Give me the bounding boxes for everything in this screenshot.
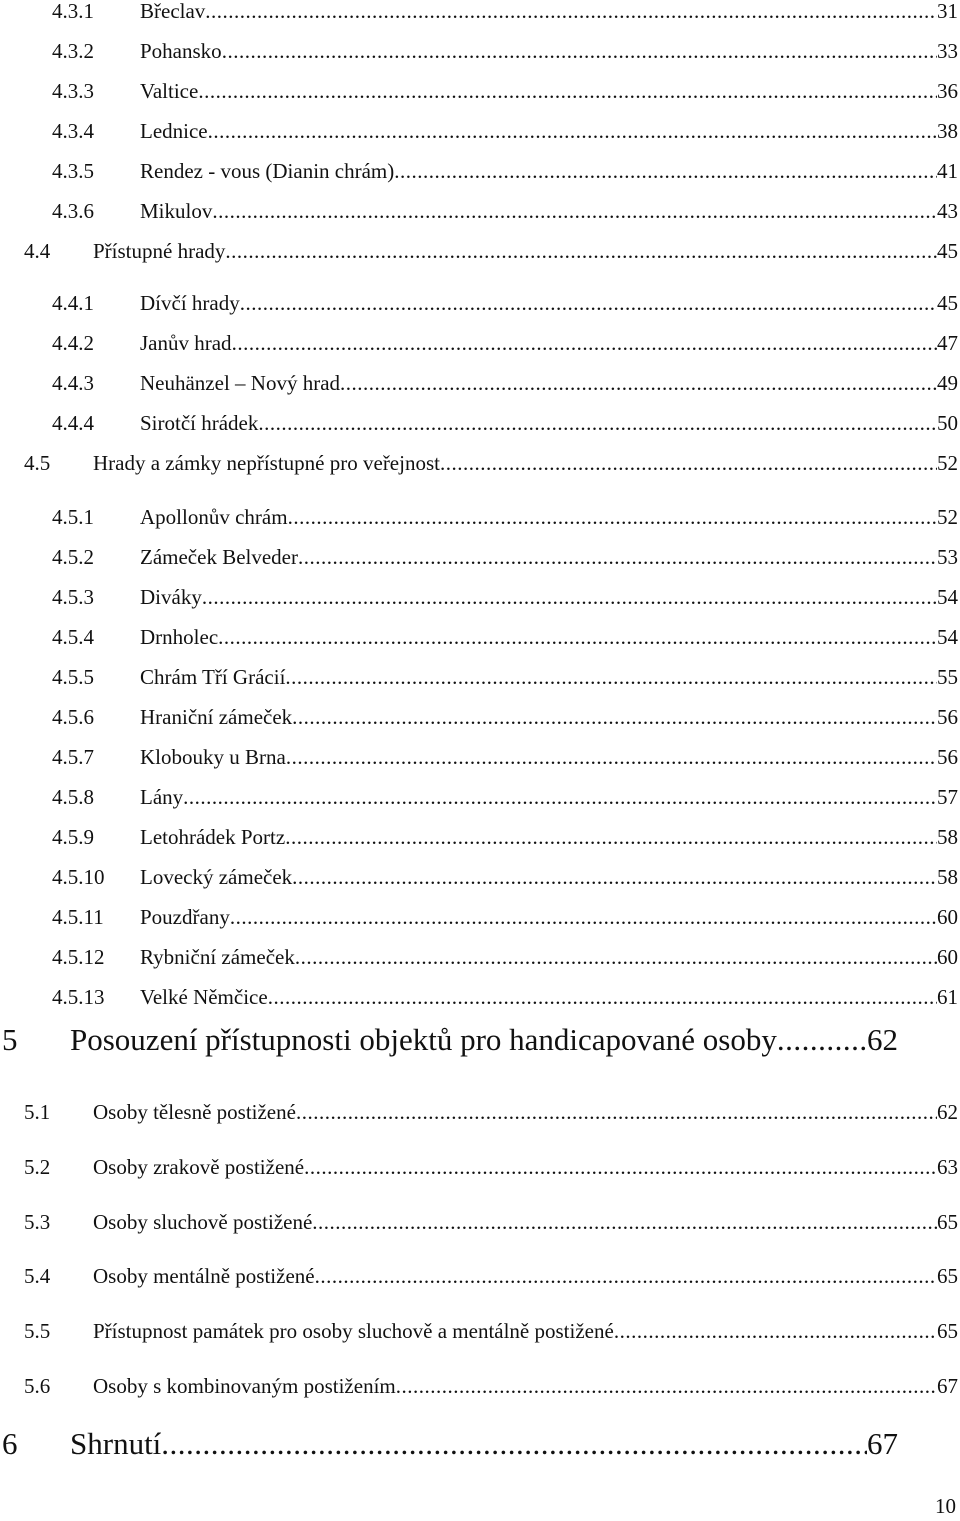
toc-entry[interactable] (52, 370, 958, 396)
toc-title: Lednice (140, 119, 208, 143)
toc-page: 62 (937, 1100, 958, 1124)
dot-leader (286, 744, 937, 770)
toc-entry[interactable] (24, 1263, 958, 1289)
toc-title: Břeclav (140, 0, 206, 23)
dot-leader (292, 704, 937, 730)
dot-leader (161, 1424, 867, 1464)
toc-title: Chrám Tří Grácií (140, 665, 286, 689)
toc-number: 4.5.9 (52, 825, 94, 849)
toc-entry[interactable] (52, 984, 958, 1010)
toc-title: Lovecký zámeček (140, 865, 293, 889)
toc-number: 5.1 (24, 1100, 51, 1124)
toc-page: 63 (937, 1155, 958, 1179)
toc-title: Lány (140, 785, 184, 809)
toc-title: Osoby tělesně postižené (93, 1100, 296, 1124)
toc-entry[interactable] (52, 198, 958, 224)
toc-title: Osoby sluchově postižené (93, 1210, 313, 1234)
toc-page: 54 (937, 625, 958, 649)
toc-entry[interactable] (52, 744, 958, 770)
dot-leader (183, 784, 937, 810)
page-number: 10 (935, 1494, 956, 1518)
toc-title: Přístupnost památek pro osoby sluchově a mentálně postižené (93, 1319, 614, 1343)
toc-page: 57 (937, 785, 958, 809)
toc-page: 61 (937, 985, 958, 1009)
toc-number: 4.3.5 (52, 159, 94, 183)
dot-leader (292, 864, 937, 890)
toc-page: 49 (937, 371, 958, 395)
toc-entry[interactable] (52, 824, 958, 850)
dot-leader (208, 118, 937, 144)
toc-page: 45 (937, 239, 958, 263)
toc-page: 60 (937, 945, 958, 969)
toc-title: Pohansko (140, 39, 222, 63)
toc-entry[interactable] (52, 504, 958, 530)
toc-entry[interactable] (24, 450, 958, 476)
toc-entry[interactable] (52, 864, 958, 890)
toc-page: 31 (937, 0, 958, 23)
dot-leader (394, 158, 937, 184)
toc-entry[interactable] (24, 1318, 958, 1344)
toc-page: 52 (937, 505, 958, 529)
toc-entry[interactable] (24, 238, 958, 264)
toc-number: 4.5.8 (52, 785, 94, 809)
dot-leader (396, 1373, 937, 1399)
toc-number: 5.6 (24, 1374, 51, 1398)
toc-page: 52 (937, 451, 958, 475)
dot-leader (312, 1209, 937, 1235)
toc-entry[interactable] (52, 584, 958, 610)
toc-page: 67 (867, 1426, 898, 1461)
toc-page: 62 (867, 1022, 898, 1057)
toc-title: Přístupné hrady (93, 239, 226, 263)
toc-number: 4.5.5 (52, 665, 94, 689)
toc-title: Hrady a zámky nepřístupné pro veřejnost (93, 451, 440, 475)
dot-leader (268, 984, 937, 1010)
toc-entry[interactable] (52, 664, 958, 690)
toc-page: 55 (937, 665, 958, 689)
toc-entry[interactable] (24, 1373, 958, 1399)
toc-entry[interactable] (52, 624, 958, 650)
toc-title: Zámeček Belveder (140, 545, 298, 569)
toc-title: Osoby s kombinovaným postižením (93, 1374, 396, 1398)
toc-page: 56 (937, 745, 958, 769)
toc-page: 58 (937, 825, 958, 849)
toc-entry[interactable] (52, 158, 958, 184)
toc-title: Neuhänzel – Nový hrad (140, 371, 341, 395)
dot-leader (222, 38, 937, 64)
toc-title: Dívčí hrady (140, 291, 240, 315)
toc-title: Janův hrad (140, 331, 232, 355)
toc-entry[interactable] (2, 1020, 898, 1060)
toc-page: 65 (937, 1210, 958, 1234)
toc-number: 4.5.13 (52, 985, 105, 1009)
toc-entry[interactable] (52, 410, 958, 436)
toc-entry[interactable] (52, 78, 958, 104)
dot-leader (614, 1318, 937, 1344)
toc-page: 58 (937, 865, 958, 889)
dot-leader (218, 624, 937, 650)
toc-page: 67 (937, 1374, 958, 1398)
dot-leader (315, 1263, 937, 1289)
toc-page: 60 (937, 905, 958, 929)
toc-title: Letohrádek Portz (140, 825, 286, 849)
toc-number: 4.5.4 (52, 625, 94, 649)
dot-leader (240, 290, 937, 316)
dot-leader (298, 544, 937, 570)
dot-leader (198, 78, 937, 104)
toc-number: 5 (2, 1022, 18, 1057)
toc-entry[interactable] (24, 1209, 958, 1235)
toc-number: 6 (2, 1426, 18, 1461)
dot-leader (232, 330, 937, 356)
dot-leader (285, 664, 937, 690)
dot-leader (340, 370, 937, 396)
dot-leader (304, 1154, 937, 1180)
toc-title: Rybniční zámeček (140, 945, 295, 969)
toc-number: 4.3.1 (52, 0, 94, 23)
dot-leader (440, 450, 937, 476)
toc-number: 4.5.12 (52, 945, 105, 969)
dot-leader (212, 198, 937, 224)
toc-page: 65 (937, 1264, 958, 1288)
dot-leader (285, 824, 937, 850)
toc-number: 4.4.4 (52, 411, 94, 435)
toc-page: 53 (937, 545, 958, 569)
toc-number: 4.5.2 (52, 545, 94, 569)
toc-title: Pouzdřany (140, 905, 230, 929)
toc-number: 4.3.6 (52, 199, 94, 223)
toc-entry[interactable] (52, 944, 958, 970)
dot-leader (230, 904, 937, 930)
toc-title: Posouzení přístupnosti objektů pro handicapované osoby (70, 1022, 777, 1057)
toc-number: 4.5.7 (52, 745, 94, 769)
toc-page: 41 (937, 159, 958, 183)
dot-leader (295, 944, 937, 970)
dot-leader (225, 238, 937, 264)
toc-title: Valtice (140, 79, 199, 103)
toc-title: Apollonův chrám (140, 505, 288, 529)
toc-entry[interactable] (24, 1099, 958, 1125)
toc-title: Mikulov (140, 199, 213, 223)
toc-number: 4.5 (24, 451, 51, 475)
toc-entry[interactable] (52, 330, 958, 356)
toc-page: 38 (937, 119, 958, 143)
toc-title: Osoby zrakově postižené (93, 1155, 305, 1179)
toc-entry[interactable] (52, 0, 958, 24)
toc-number: 5.2 (24, 1155, 51, 1179)
toc-entry[interactable] (52, 38, 958, 64)
toc-number: 4.4.2 (52, 331, 94, 355)
toc-number: 4.4 (24, 239, 51, 263)
toc-number: 4.5.11 (52, 905, 104, 929)
toc-entry[interactable] (2, 1424, 898, 1464)
toc-page: 47 (937, 331, 958, 355)
toc-entry[interactable] (52, 118, 958, 144)
toc-title: Velké Němčice (140, 985, 268, 1009)
toc-title: Sirotčí hrádek (140, 411, 259, 435)
toc-title: Hraniční zámeček (140, 705, 293, 729)
dot-leader (202, 584, 937, 610)
toc-title: Rendez - vous (Dianin chrám) (140, 159, 395, 183)
toc-page: 50 (937, 411, 958, 435)
dot-leader (288, 504, 937, 530)
toc-entry[interactable] (24, 1154, 958, 1180)
toc-number: 4.5.1 (52, 505, 94, 529)
toc-number: 4.3.3 (52, 79, 94, 103)
toc-number: 4.5.3 (52, 585, 94, 609)
toc-page: 45 (937, 291, 958, 315)
toc-title: Drnholec (140, 625, 219, 649)
toc-page: 33 (937, 39, 958, 63)
toc-title: Diváky (140, 585, 202, 609)
dot-leader (296, 1099, 937, 1125)
toc-page: 65 (937, 1319, 958, 1343)
toc-entry[interactable] (52, 544, 958, 570)
toc-page: 43 (937, 199, 958, 223)
toc-number: 4.5.10 (52, 865, 105, 889)
dot-leader (258, 410, 937, 436)
toc-entry[interactable] (52, 784, 958, 810)
toc-number: 5.5 (24, 1319, 51, 1343)
toc-number: 4.4.3 (52, 371, 94, 395)
toc-title: Osoby mentálně postižené (93, 1264, 315, 1288)
dot-leader (205, 0, 937, 24)
toc-entry[interactable] (52, 704, 958, 730)
toc-number: 5.4 (24, 1264, 51, 1288)
toc-number: 4.4.1 (52, 291, 94, 315)
toc-number: 5.3 (24, 1210, 51, 1234)
toc-page: 54 (937, 585, 958, 609)
toc-number: 4.3.4 (52, 119, 94, 143)
toc-page: 36 (937, 79, 958, 103)
toc-entry[interactable] (52, 904, 958, 930)
toc-page: 56 (937, 705, 958, 729)
toc-number: 4.5.6 (52, 705, 94, 729)
toc-number: 4.3.2 (52, 39, 94, 63)
toc-title: Shrnutí (70, 1426, 162, 1461)
toc-title: Klobouky u Brna (140, 745, 286, 769)
toc-entry[interactable] (52, 290, 958, 316)
dot-leader (777, 1020, 867, 1060)
